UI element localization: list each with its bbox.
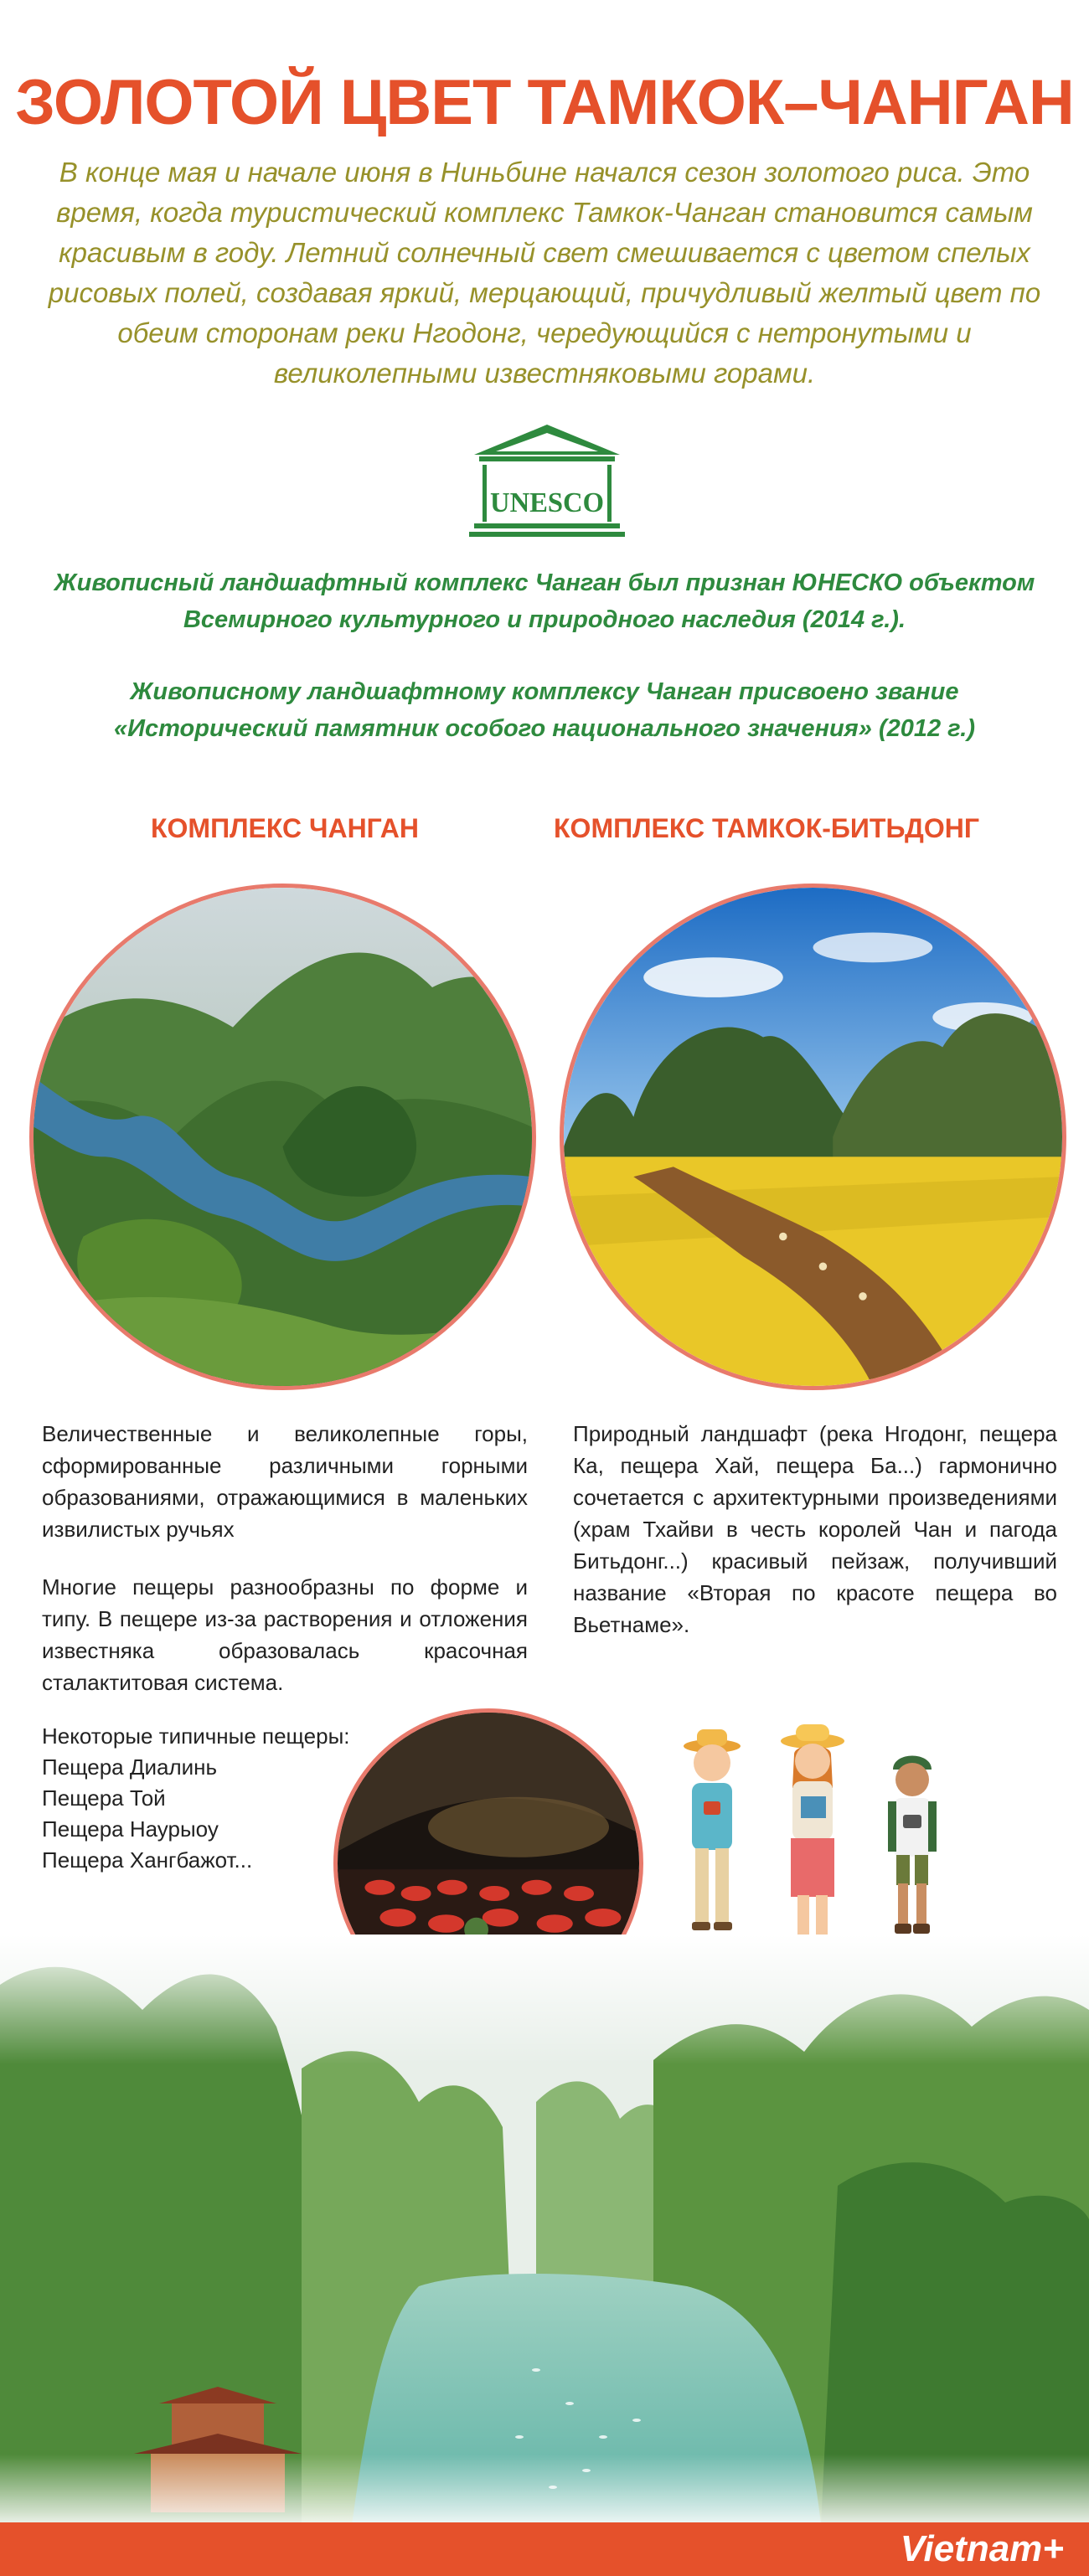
trang-an-heading: КОМПЛЕКС ЧАНГАН	[150, 813, 420, 843]
vietnamplus-logo[interactable]: Vietnam+	[900, 2528, 1064, 2569]
national-recognition: Живописному ландшафтному комплексу Чанган присвоено звание «Исторический памятник особого национального значения» (2012 г.)	[114, 678, 975, 742]
unesco-logo	[467, 423, 627, 544]
page-title: ЗОЛОТОЙ ЦВЕТ ТАМКОК–ЧАНГАН	[15, 67, 1074, 138]
tam-coc-description: Природный ландшафт (река Нгодонг, пещера Ка, пещера Хай, пещера Ба...) гармонично сочетается с архитектурными произведениями (храм Тхайви в честь королей Чан и пагода Битьдонг...) красивый пейзаж, получивший название «Вторая по красоте пещера во Вьетнаме».	[573, 1421, 1057, 1637]
typical-caves-list	[42, 1721, 349, 1876]
caves-list-intro: Некоторые типичные пещеры:	[42, 1723, 350, 1749]
trang-an-landscape-photo	[0, 1935, 1089, 2525]
footer-bar	[0, 2522, 1089, 2576]
cave-item: Пещера Наурыоу	[42, 1816, 219, 1842]
tourist-hiker-icon	[888, 1756, 937, 1935]
trang-an-mountains-text: Величественные и великолепные горы, сформированные различными горными образованиями, отражающимися в маленьких извилистых ручьях	[42, 1421, 528, 1542]
unesco-recognition: Живописный ландшафтный комплекс Чанган был признан ЮНЕСКО объектом Всемирного культурного и природного наследия (2014 г.).	[54, 569, 1035, 633]
tourist-woman-icon	[781, 1724, 844, 1944]
cave-item: Пещера Хангбажот...	[42, 1847, 253, 1873]
cave-item: Пещера Диалинь	[42, 1754, 218, 1780]
svg-text:UNESCO: UNESCO	[490, 487, 604, 518]
trang-an-aerial-photo	[29, 884, 536, 1390]
trang-an-caves-text: Многие пещеры разнообразны по форме и типу. В пещере из-за растворения и отложения известняка образовалась красочная сталактитовая система.	[42, 1574, 528, 1695]
cave-item: Пещера Той	[42, 1785, 166, 1811]
tam-coc-rice-field-photo	[560, 884, 1066, 1390]
tam-coc-heading: КОМПЛЕКС ТАМКОК-БИТЬДОНГ	[554, 813, 979, 843]
tourist-man-icon	[684, 1729, 741, 1930]
intro-paragraph: В конце мая и начале июня в Ниньбине начался сезон золотого риса. Это время, когда туристический комплекс Тамкок-Чанган становится самым красивым в году. Летний солнечный свет смешивается с цветом спелых рисовых полей, создавая яркий, мерцающий, причудливый желтый цвет по обеим сторонам реки Нгодонг, чередующийся с нетронутыми и великолепными известняковыми горами.	[48, 157, 1041, 389]
